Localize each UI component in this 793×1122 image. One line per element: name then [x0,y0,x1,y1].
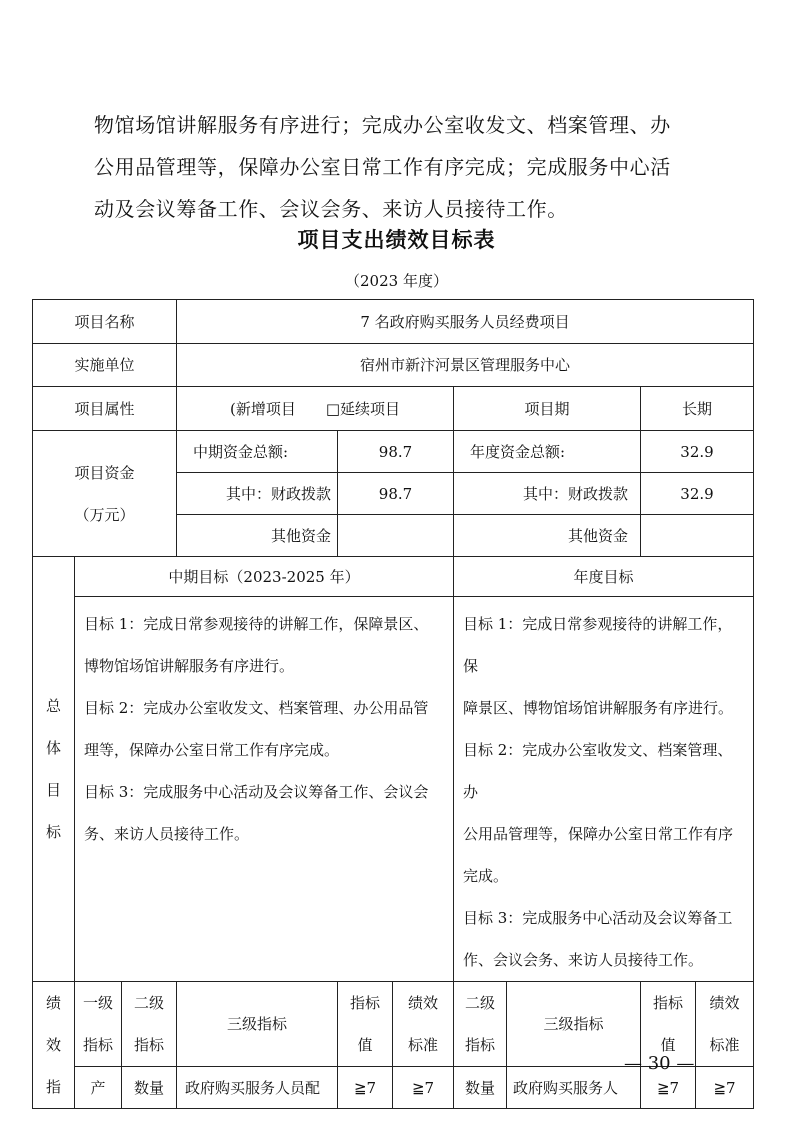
overall-goal-label: 总体目标 [45,697,61,841]
year-goal-line: 目标 2：完成办公室收发文、档案管理、办 [463,741,733,801]
level2-value: 数量 [122,1067,177,1109]
funds-label-cell [33,431,177,557]
year-note: （2023 年度） [345,272,448,290]
year-fiscal-label: 其中：财政拨款 [454,473,641,515]
intro-paragraph [94,104,704,230]
mid-other-value [338,515,454,557]
row-goal-headers [33,557,754,597]
level2-header: 二级指标 [133,994,164,1054]
year-goal-line: 障景区、博物馆场馆讲解服务有序进行。 [463,699,734,717]
level2-header-right: 二级指标 [464,994,495,1054]
level1-header-cell [75,982,122,1067]
indicator-value-right: ≧7 [641,1067,696,1109]
funds-label: 项目资金 [74,463,135,482]
funds-unit: （万元） [74,505,135,524]
level3-value: 政府购买服务人员配 [177,1067,338,1109]
row-unit [33,344,754,387]
attribute-label: 项目属性 [33,387,177,431]
perf-label: 绩效指 [45,994,61,1096]
mid-fiscal-label: 其中：财政拨款 [177,473,338,515]
level1-value: 产 [75,1067,122,1109]
mid-goal-header: 中期目标（2023-2025 年） [75,557,454,597]
mid-goal-line: 博物馆场馆讲解服务有序进行。 [84,657,295,675]
intro-line: 动及会议筹备工作、会议会务、来访人员接待工作。 [94,197,568,221]
year-goal-line: 完成。 [463,867,509,885]
intro-line: 公用品管理等，保障办公室日常工作有序完成；完成服务中心活 [94,155,671,179]
level2-header-cell [122,982,177,1067]
year-goal-line: 目标 3：完成服务中心活动及会议筹备工 [463,909,733,927]
level2-header-right-cell [454,982,507,1067]
indicator-value: ≧7 [338,1067,393,1109]
mid-total-value: 98.7 [338,431,454,473]
attribute-value: (新增项目 □延续项目 [177,387,454,431]
mid-goal-line: 目标 3：完成服务中心活动及会议筹备工作、会议会 [84,783,429,801]
unit-label: 实施单位 [33,344,177,387]
standard-header-right-cell [696,982,754,1067]
level2-value-right: 数量 [454,1067,507,1109]
value-header-cell [338,982,393,1067]
year-goal-line: 作、会议会务、来访人员接待工作。 [463,951,704,969]
level3-value-right: 政府购买服务人 [507,1067,641,1109]
perf-label-cell [33,982,75,1109]
mid-goal-line: 务、来访人员接待工作。 [84,825,250,843]
year-fiscal-value: 32.9 [641,473,754,515]
year-goal-line: 公用品管理等，保障办公室日常工作有序 [463,825,734,843]
mid-goals-cell [75,597,454,982]
overall-goal-label-cell [33,557,75,982]
mid-total-label: 中期资金总额: [177,431,338,473]
mid-fiscal-value: 98.7 [338,473,454,515]
standard-value: ≧7 [393,1067,454,1109]
period-label: 项目期 [454,387,641,431]
year-total-label: 年度资金总额: [454,431,641,473]
year-goal-header: 年度目标 [454,557,754,597]
project-name-label: 项目名称 [33,300,177,344]
year-total-value: 32.9 [641,431,754,473]
year-goal-line: 目标 1：完成日常参观接待的讲解工作，保 [463,615,733,675]
level1-header: 一级指标 [82,994,113,1054]
row-goals [33,597,754,982]
page-number: — 30 — [624,1053,695,1074]
standard-value-right: ≧7 [696,1067,754,1109]
standard-header-right: 绩效标准 [709,994,740,1054]
mid-goal-line: 理等，保障办公室日常工作有序完成。 [84,741,340,759]
project-name-value: 7 名政府购买服务人员经费项目 [177,300,754,344]
performance-goal-table [32,299,754,1109]
year-other-label: 其他资金 [454,515,641,557]
value-header: 指标值 [349,994,380,1054]
mid-other-label: 其他资金 [177,515,338,557]
row-attribute [33,387,754,431]
table-title: 项目支出绩效目标表 [297,227,496,252]
period-value: 长期 [641,387,754,431]
level3-header: 三级指标 [177,982,338,1067]
standard-header: 绩效标准 [407,994,438,1054]
mid-goal-line: 目标 1：完成日常参观接待的讲解工作，保障景区、 [84,615,429,633]
unit-value: 宿州市新汴河景区管理服务中心 [177,344,754,387]
value-header-right: 指标值 [652,994,683,1054]
year-goals-cell [454,597,754,982]
intro-line: 物馆场馆讲解服务有序进行；完成办公室收发文、档案管理、办 [94,113,671,137]
row-project-name [33,300,754,344]
mid-goal-line: 目标 2：完成办公室收发文、档案管理、办公用品管 [84,699,429,717]
row-funds-total [33,431,754,473]
level3-header-right: 三级指标 [507,982,641,1067]
standard-header-cell [393,982,454,1067]
year-other-value [641,515,754,557]
